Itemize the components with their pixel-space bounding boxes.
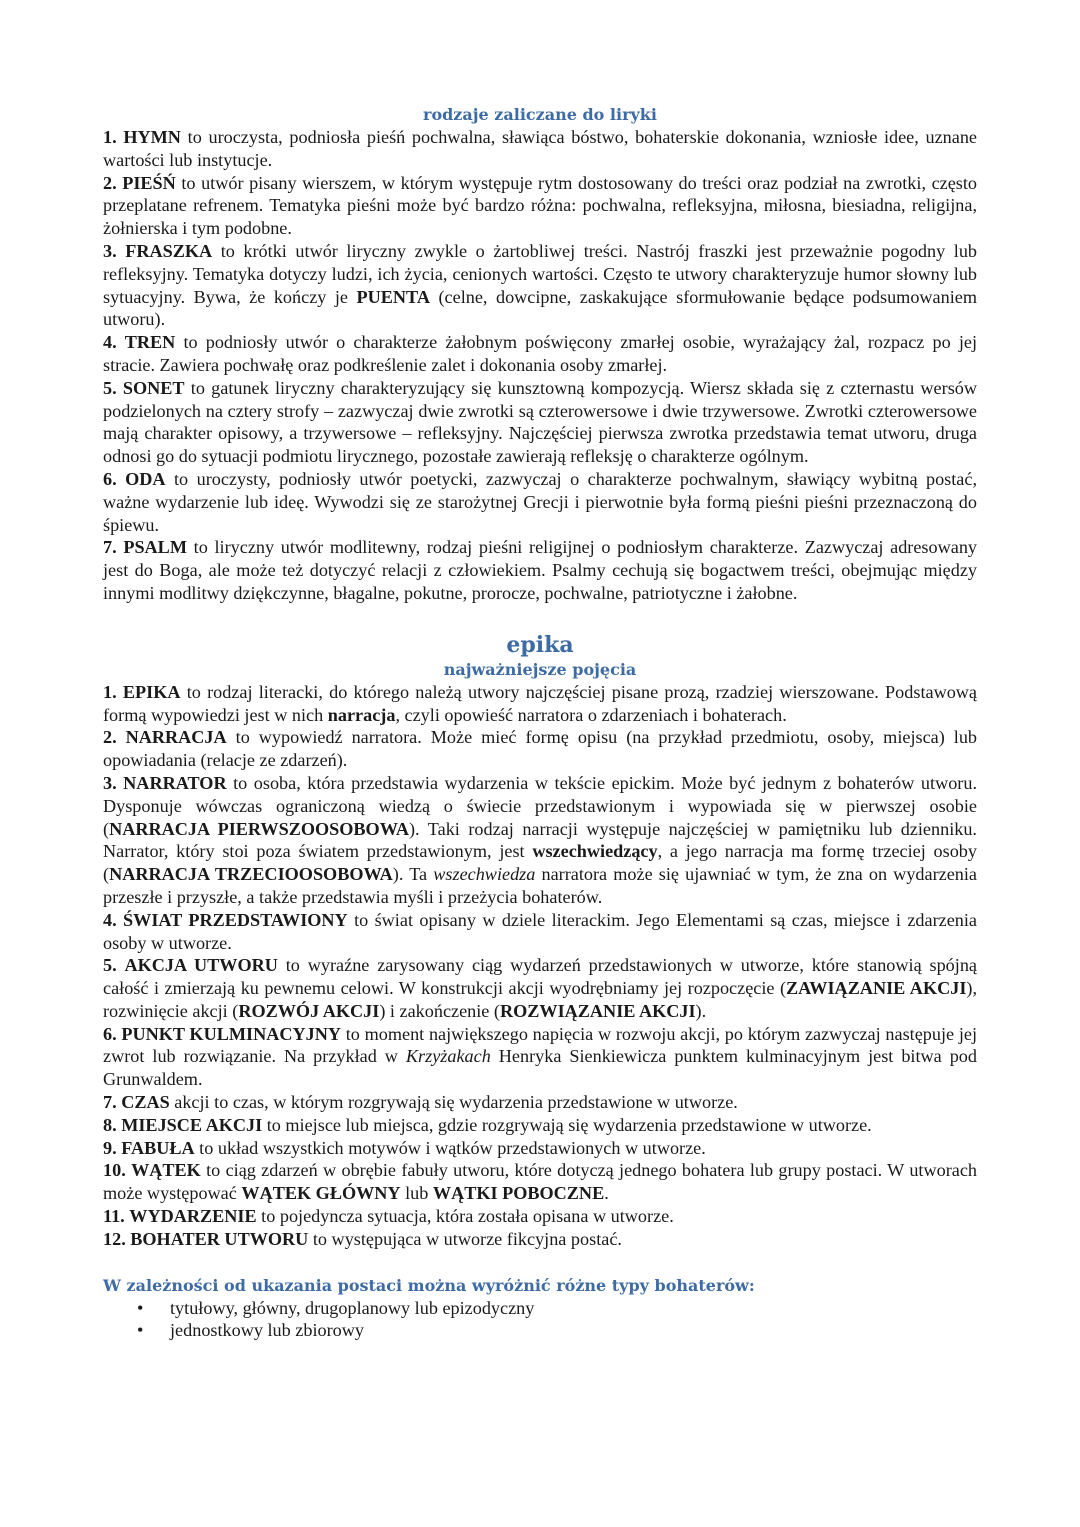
definition-fraszka: 3. FRASZKA to krótki utwór liryczny zwykle o żartobliwej treści. Nastrój fraszki jest przeważnie pogodny lub refleksyjny. Tematyka dotyczy ludzi, ich życia, cenionych wartości. Często te utwory charakteryzuje humor słowny lub sytuacyjny. Bywa, że kończy je PUENTA (celne, dowcipne, zaskakujące sformułowanie będące podsumowaniem utworu). [103, 240, 978, 330]
definition-tren: 4. TREN to podniosły utwór o charakterze żałobnym poświęcony zmarłej osobie, wyrażający żal, rozpacz po jej stracie. Zawiera pochwałę oraz podkreślenie zalet i dokonania osoby zmarłej. [103, 332, 977, 375]
term: TREN [124, 332, 176, 353]
definition-sonet: 5. SONET to gatunek liryczny charakteryzujący się kunsztowną kompozycją. Wiersz składa się z czternastu wersów podzielonych na cztery strofy – zazwyczaj dwie zwrotki są czterowersowe i dwie trzywersowe. Zwrotki czterowersowe mają charakter opisowy, a trzywersowe – refleksyjny. Najczęściej pierwsza zwrotka przedstawia temat utworu, druga odnosi go do sytuacji podmiotu lirycznego, pozostałe zawierają refleksję o charakterze ogólnym. [103, 377, 977, 467]
term: CZAS [121, 1092, 170, 1113]
term: PIEŚŃ [122, 172, 176, 193]
term: FRASZKA [125, 240, 213, 261]
definition-narrator: 3. NARRATOR to osoba, która przedstawia wydarzenia w tekście epickim. Może być jednym z bohaterów utworu. Dysponuje wówczas ograniczoną wiedzą o świecie przedstawionym i wypowiada się w pierwszej osobie (NARRACJA PIERWSZOOSOBOWA). Taki rodzaj narracji występuje najczęściej w pamiętniku lub dzienniku. Narrator, który stoi poza światem przedstawionym, jest wszechwiedzący, a jego narracja ma formę trzeciej osoby (NARRACJA TRZECIOOSOBOWA). Ta wszechwiedza narratora może się ujawniać w tym, że zna on wydarzenia przeszłe i przyszłe, a także przedstawia myśli i przeżycia bohaterów. [103, 772, 977, 907]
definition-akcja-utworu: 5. AKCJA UTWORU to wyraźne zarysowany ciąg wydarzeń przedstawionych w utworze, które stanowią spójną całość i zmierzają ku pewnemu celowi. W konstrukcji akcji wyodrębniamy jej rozpoczęcie (ZAWIĄZANIE AKCJI), rozwinięcie akcji (ROZWÓJ AKCJI) i zakończenie (ROZWIĄZANIE AKCJI). [103, 955, 978, 1021]
definition-punkt-kulminacyjny: 6. PUNKT KULMINACYJNY to moment największego napięcia w rozwoju akcji, po którym zazwyczaj następuje jej zwrot lub rozwiązanie. Na przykład w Krzyżakach Henryka Sienkiewicza punktem kulminacyjnym jest bitwa pod Grunwaldem. [103, 1023, 978, 1090]
list-item: • tytułowy, główny, drugoplanowy lub epizodyczny [137, 1297, 535, 1318]
term: ZAWIĄZANIE AKCJI [786, 978, 967, 999]
definition-bohater-utworu: 12. BOHATER UTWORU to występująca w utworze fikcyjna postać. [103, 1228, 622, 1249]
term: WĄTEK GŁÓWNY [241, 1183, 401, 1204]
term-number: 1. [103, 127, 117, 147]
bullet-icon: • [137, 1320, 144, 1341]
definition-oda: 6. ODA to uroczysty, podniosły utwór poetycki, zazwyczaj o charakterze pochwalnym, sławiący wybitną postać, ważne wydarzenie lub ideę. Wywodzi się ze starożytnej Grecji i pierwotnie była formą pieśni pieśni przeznaczoną do śpiewu. [103, 468, 977, 535]
term: AKCJA UTWORU [124, 955, 278, 976]
term: NARRACJA [125, 727, 227, 748]
epika-subtitle: najważniejsze pojęcia [443, 659, 637, 679]
term: PUNKT KULMINACYJNY [121, 1023, 341, 1044]
term: wszechwiedzący [532, 841, 658, 862]
italic-term: wszechwiedza [433, 864, 536, 885]
definition-narracja: 2. NARRACJA to wypowiedź narratora. Może mieć formę opisu (na przykład przedmiotu, osoby, miejsca) lub opowiadania (relacje ze zdarzeń). [103, 727, 978, 771]
epika-title: epika [506, 631, 574, 658]
term: PSALM [123, 537, 187, 558]
definition-piesn: 2. PIEŚŃ to utwór pisany wierszem, w którym występuje rytm dostosowany do treści oraz podział na zwrotki, często przeplatane refrenem. Tematyka pieśni może być bardzo różna: pochwalna, refleksyjna, miłosna, biesiadna, religijna, żołnierska i tym podobne. [103, 172, 978, 239]
italic-title: Krzyżakach [405, 1046, 491, 1067]
definition-wydarzenie: 11. WYDARZENIE to pojedyncza sytuacja, która została opisana w utworze. [103, 1206, 674, 1227]
term: ROZWÓJ AKCJI [238, 1000, 380, 1021]
definition-psalm: 7. PSALM to liryczny utwór modlitewny, rodzaj pieśni religijnej o podniosłym charakterze. Zazwyczaj adresowany jest do Boga, ale może też dotyczyć relacji z człowiekiem. Psalmy cechują się bogactwem treści, obejmując między innymi modlitwy dziękczynne, błagalne, pokutne, prorocze, pochwalne, patriotyczne i żałobne. [103, 537, 978, 603]
bohaterowie-list [103, 1297, 977, 1343]
list-item: • jednostkowy lub zbiorowy [137, 1320, 364, 1341]
term: NARRATOR [123, 772, 227, 793]
term: EPIKA [122, 681, 181, 702]
term: BOHATER UTWORU [130, 1228, 309, 1249]
term: ODA [125, 468, 166, 489]
definition-miejsce-akcji: 8. MIEJSCE AKCJI to miejsce lub miejsca, gdzie rozgrywają się wydarzenia przedstawione w utworze. [103, 1114, 872, 1135]
term: ŚWIAT PRZEDSTAWIONY [123, 909, 348, 930]
definition-epika: 1. EPIKA to rodzaj literacki, do którego należą utwory najczęściej pisane prozą, rzadziej wierszowane. Podstawową formą wypowiedzi jest w nich narracja, czyli opowieść narratora o zdarzeniach i bohaterach. [103, 681, 977, 725]
bullet-icon: • [137, 1297, 144, 1318]
term: HYMN [123, 127, 181, 147]
definition-swiat-przedstawiony: 4. ŚWIAT PRZEDSTAWIONY to świat opisany w dziele literackim. Jego Elementami są czas, miejsce i zdarzenia osoby w utworze. [103, 909, 977, 953]
term: MIEJSCE AKCJI [121, 1114, 263, 1135]
definition-fabula: 9. FABUŁA to układ wszystkich motywów i wątków przedstawionych w utworze. [103, 1137, 706, 1158]
definition-czas: 7. CZAS akcji to czas, w którym rozgrywają się wydarzenia przedstawione w utworze. [103, 1092, 738, 1113]
term: FABUŁA [121, 1137, 195, 1158]
term: WĄTKI POBOCZNE [432, 1183, 605, 1204]
term: narracja [327, 704, 396, 725]
term: ROZWIĄZANIE AKCJI [499, 1000, 696, 1021]
liryka-heading: rodzaje zaliczane do liryki [423, 105, 657, 124]
document-page [103, 104, 977, 1342]
term: WYDARZENIE [129, 1206, 257, 1227]
term: NARRACJA TRZECIOOSOBOWA [109, 864, 393, 885]
term: SONET [122, 377, 185, 398]
definition-hymn: 1. HYMN to uroczysta, podniosła pieśń pochwalna, sławiąca bóstwo, bohaterskie dokonania, wzniosłe idee, uznane wartości lub instytucje. [103, 127, 977, 170]
spacer [103, 605, 977, 631]
bohaterowie-heading: W zależności od ukazania postaci można wyróżnić różne typy bohaterów: [103, 1275, 755, 1295]
term: WĄTEK [131, 1160, 201, 1181]
definition-watek: 10. WĄTEK to ciąg zdarzeń w obrębie fabuły utworu, które dotyczą jednego bohatera lub grupy postaci. W utworach może występować WĄTEK GŁÓWNY lub WĄTKI POBOCZNE. [103, 1160, 978, 1204]
term: NARRACJA PIERWSZOOSOBOWA [109, 818, 409, 839]
spacer [103, 1251, 977, 1275]
term: PUENTA [356, 286, 430, 307]
